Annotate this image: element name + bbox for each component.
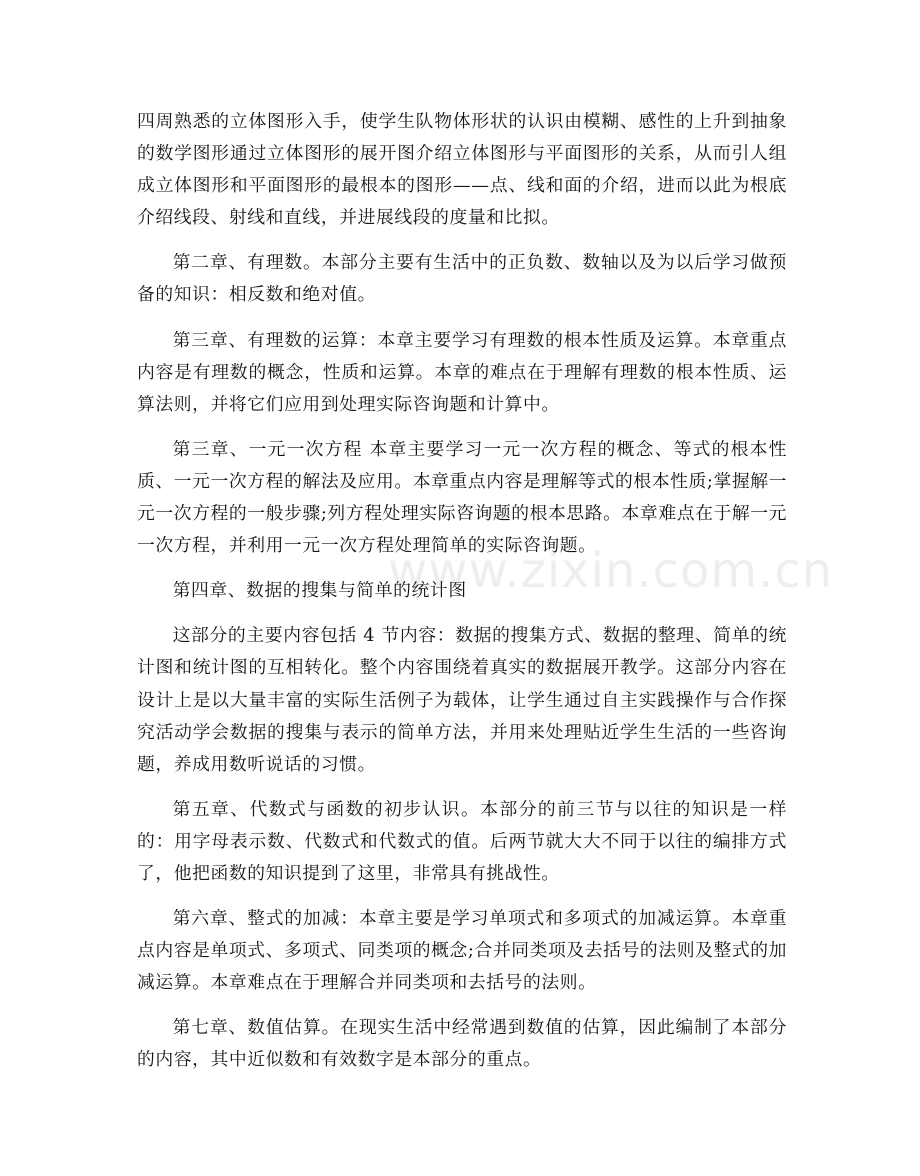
watermark: www.zixin.com.cn: [388, 543, 834, 599]
paragraph-chapter-6: 第六章、整式的加减：本章主要是学习单项式和多项式的加减运算。本章重点内容是单项式、多项式、同类项的概念;合并同类项及去括号的法则及整式的加减运算。本章难点在于理解合并同类项和去括号的法则。: [137, 908, 787, 994]
paragraph-chapter-3-operations: 第三章、有理数的运算：本章主要学习有理数的根本性质及运算。本章重点内容是有理数的概念，性质和运算。本章的难点在于理解有理数的根本性质、运算法则，并将它们应用到处理实际咨询题和计算中。: [137, 329, 787, 415]
paragraph-chapter-7: 第七章、数值估算。在现实生活中经常遇到数值的估算，因此编制了本部分的内容，其中近似数和有效数字是本部分的重点。: [137, 1017, 787, 1071]
document-body: [137, 106, 787, 1090]
paragraph-chapter-4-content: 这部分的主要内容包括 4 节内容：数据的搜集方式、数据的整理、简单的统计图和统计图的互相转化。整个内容围绕着真实的数据展开教学。这部分内容在设计上是以大量丰富的实际生活例子为载体，让学生通过自主实践操作与合作探究活动学会数据的搜集与表示的简单方法，并用来处理贴近学生生活的一些咨询题，养成用数听说话的习惯。: [137, 625, 787, 775]
paragraph-chapter-2: 第二章、有理数。本部分主要有生活中的正负数、数轴以及为以后学习做预备的知识：相反数和绝对值。: [137, 252, 787, 306]
paragraph-chapter-5: 第五章、代数式与函数的初步认识。本部分的前三节与以往的知识是一样的：用字母表示数、代数式和代数式的值。后两节就大大不同于以往的编排方式了，他把函数的知识提到了这里，非常具有挑战性。: [137, 798, 787, 884]
paragraph-continuation: 四周熟悉的立体图形入手，使学生队物体形状的认识由模糊、感性的上升到抽象的数学图形通过立体图形的展开图介绍立体图形与平面图形的关系，从而引人组成立体图形和平面图形的最根本的图形——点、线和面的介绍，进而以此为根底介绍线段、射线和直线，并进展线段的度量和比拟。: [137, 111, 787, 229]
paragraph-chapter-4-heading: 第四章、数据的搜集与简单的统计图: [172, 580, 467, 602]
paragraph-chapter-3-equations: 第三章、一元一次方程 本章主要学习一元一次方程的概念、等式的根本性质、一元一次方程的解法及应用。本章重点内容是理解等式的根本性质;掌握解一元一次方程的一般步骤;列方程处理实际咨询题的根本思路。本章难点在于解一元一次方程，并利用一元一次方程处理简单的实际咨询题。: [137, 438, 787, 557]
